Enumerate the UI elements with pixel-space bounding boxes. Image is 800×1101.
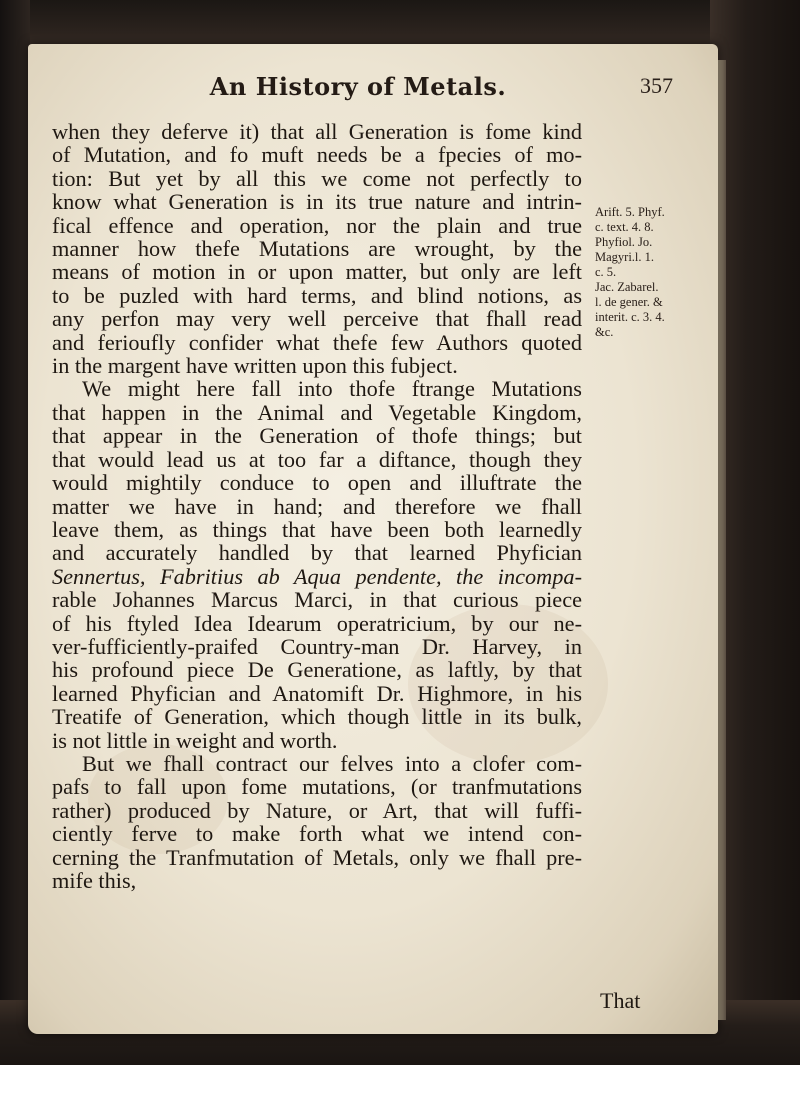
text-line: rather) produced by Nature, or Art, that will fuffi- [52, 797, 582, 823]
text-line: fical effence and operation, nor the plain and true [52, 212, 582, 238]
scan-background-left [0, 0, 30, 1065]
page-number: 357 [640, 73, 673, 98]
margin-note-line: c. 5. [595, 265, 617, 279]
text-line: learned Phyfician and Anatomift Dr. Highmore, in his [52, 680, 582, 706]
text-line: Treatife of Generation, which though little in its bulk, [52, 704, 582, 730]
margin-note-line: Phyfiol. Jo. [595, 235, 653, 249]
margin-note-line: Magyri.l. 1. [595, 250, 655, 264]
text-line: matter we have in hand; and therefore we fhall [52, 493, 582, 519]
text-line: that would lead us at too far a diftance, though they [52, 446, 582, 472]
text-line: any perfon may very well perceive that fhall read [52, 306, 582, 332]
text-line: of his ftyled Idea Idearum operatricium, by our ne- [52, 610, 582, 636]
text-line: his profound piece De Generatione, as laftly, by that [52, 657, 582, 683]
text-line: that appear in the Generation of thofe things; but [52, 423, 582, 449]
text-line: manner how thefe Mutations are wrought, by the [52, 236, 582, 262]
text-line: when they deferve it) that all Generation is fome kind [52, 119, 582, 144]
text-line: ver-fufficiently-praifed Country-man Dr. Harvey, in [52, 633, 582, 659]
text-line: and accurately handled by that learned Phyfician [52, 540, 582, 566]
scan-background-top [0, 0, 800, 50]
text-line: But we fhall contract our felves into a clofer com- [82, 750, 582, 776]
catchword: That [600, 988, 641, 1013]
text-line: Sennertus, Fabritius ab Aqua pendente, the incompa- [52, 563, 582, 589]
margin-note-line: l. de gener. & [595, 295, 663, 309]
scan-margin-bottom [0, 1065, 800, 1101]
text-line: is not little in weight and worth. [52, 727, 338, 753]
text-line: means of motion in or upon matter, but only are left [52, 259, 582, 285]
text-line: know what Generation is in its true nature and intrin- [52, 189, 582, 215]
text-line: mife this, [52, 868, 137, 893]
running-head: An History of Metals. [209, 72, 507, 101]
text-line: ciently ferve to make forth what we intend con- [52, 821, 582, 847]
text-line: cerning the Tranfmutation of Metals, only we fhall pre- [52, 844, 582, 870]
text-line: tion: But yet by all this we come not perfectly to [52, 165, 582, 191]
text-line: and ferioufly confider what thefe few Authors quoted [52, 329, 582, 355]
margin-note-line: &c. [595, 325, 614, 339]
text-line: would mightily conduce to open and illuftrate the [52, 470, 582, 496]
text-line: in the margent have written upon this fubject. [52, 353, 458, 379]
body-text [52, 120, 582, 892]
text-line: rable Johannes Marcus Marci, in that curious piece [52, 587, 582, 613]
margin-note-line: c. text. 4. 8. [595, 220, 654, 234]
text-line: to be puzled with hard terms, and blind notions, as [52, 282, 582, 308]
margin-note-line: interit. c. 3. 4. [595, 310, 665, 324]
margin-note-line: Arift. 5. Phyf. [595, 205, 665, 219]
book-page [28, 44, 718, 1034]
margin-note-line: Jac. Zabarel. [595, 280, 659, 294]
text-line: that happen in the Animal and Vegetable Kingdom, [52, 399, 582, 425]
text-line: pafs to fall upon fome mutations, (or tranfmutations [52, 774, 582, 800]
margin-notes [595, 205, 665, 340]
text-line: We might here fall into thofe ftrange Mutations [82, 376, 582, 402]
text-line: leave them, as things that have been both learnedly [52, 516, 582, 542]
text-line: of Mutation, and fo muft needs be a fpecies of mo- [52, 142, 582, 168]
